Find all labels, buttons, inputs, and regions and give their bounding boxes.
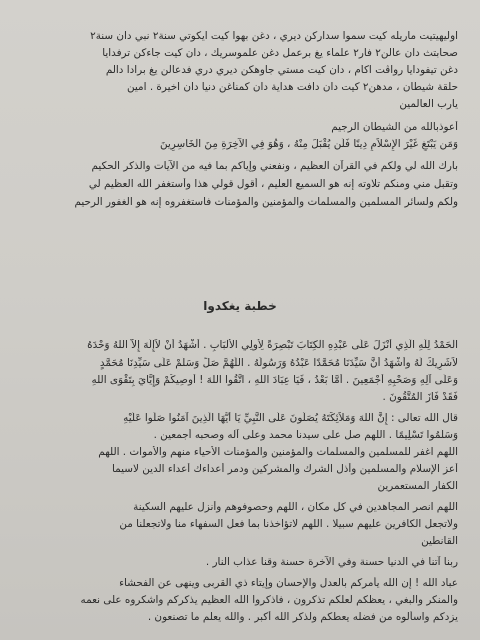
verse-line: وَمَن يَبْتَغِ غَيْرَ الإِسْلاَمِ دِينًا فَلَن يُقْبَلَ مِنْهُ ، وَهُوَ فِي الآخِرَةِ مِنَ الْخَاسِرِينَ [159, 138, 458, 150]
text-line: اللهم اغفر للمسلمين والمسلمات والمؤمنين والمؤمنات الأحياء منهم والأموات . اللهم [98, 446, 458, 458]
text-line: ولاتجعل الكافرين عليهم سبيلا . اللهم لاتؤاخذنا بما فعل السفهاء منا ولاتجعلنا من [119, 518, 458, 530]
text-line: القانطين [421, 535, 458, 547]
text-line: وَعَلَى آلِهِ وَصَحْبِهِ أَجْمَعِينَ . أَمَّا بَعْدُ ، فَيَا عِبَادَ اللهِ ، اتَّقُوا اللهَ ! أُوصِيكُمْ وَإِيَّايَ بِتَقْوَى اللهِ [91, 374, 458, 386]
text-line: يزدكم واسألوه من فضله يعطكم ولذكر الله أكبر . والله يعلم ما تصنعون . [147, 611, 458, 623]
text-line: أعوذبالله من الشيطان الرجيم [331, 121, 458, 133]
text-line: عباد الله ! إن الله يأمركم بالعدل والإحسان وإيتاء ذي القربى وينهى عن الفحشاء [119, 577, 458, 589]
text-line: فَقَدْ فَازَ الْمُتَّقُونَ . [382, 391, 458, 403]
text-line: وَسَلِّمُوا تَسْلِيمًا . اللهم صل على سيدنا محمد وعلى آله وصحبه أجمعين . [153, 429, 458, 441]
text-line: الْحَمْدُ لِلّهِ الَّذِي أَنْزَلَ عَلَى عَبْدِهِ الْكِتَابَ تَبْصِرَةً لِأُولِي الأَلْبَابِ . أَشْهَدُ أَنْ لاَإِلَهَ إِلاَّ اللهُ وَحْدَهُ [87, 339, 458, 351]
text-line: الكفار المستعمرين [377, 480, 458, 492]
text-line: ولكم ولسائر المسلمين والمسلمات والمؤمنين والمؤمنات فاستغفروه إنه هو الغفور الرحيم [74, 196, 458, 208]
text-line: صحابتث دان عالن٢ فار٢ علماء يغ برعمل دغن علموسريك ، دان كيت جاءكن ترفدايا [102, 47, 458, 59]
text-line: وتقبل مني ومنكم تلاوته إنه هو السميع العليم ، أقول قولي هذا وأستغفر الله العظيم لي [88, 178, 458, 190]
text-line: بارك الله لي ولكم في القرآن العظيم ، ونفعني وإياكم بما فيه من الآيات والذكر الحكيم [91, 160, 458, 172]
text-line: ربنا آتنا في الدنيا حسنة وفي الآخرة حسنة وقنا عذاب النار . [205, 556, 458, 568]
text-line: اللهم انصر المجاهدين في كل مكان ، اللهم وحصوفوهم وأنزل عليهم السكينة [133, 501, 458, 513]
sermon-title: خطبة يغكدوا [203, 300, 277, 313]
text-line: اوليهيتيت ماريله كيت سموا سداركن ديري ، دغن بهوا كيت ايكوتي سنة٢ نبي دان سنة٢ [90, 30, 458, 42]
text-line: حلقة شيطان ، مدهن٢ كيت دان دافت هداية دان كمناغن دنيا دان اخيرة . امين [127, 81, 458, 93]
text-line: دغن تيفودايا رواڤت اكام ، دان كيت مستي جاوهكن ديري دري فدعالن يغ برادا دالم [105, 64, 458, 76]
text-line: قال الله تعالى : إِنَّ اللهَ وَمَلاَئِكَتَهُ يُصَلُّونَ عَلَى النَّبِيِّ يَا أَيُّهَا الَّذِينَ آمَنُوا صَلُّوا عَلَيْهِ [123, 412, 458, 424]
text-line: والمنكر والبغي ، يعظكم لعلكم تذكرون ، فاذكروا الله العظيم يذكركم واشكروه على نعمه [80, 594, 458, 606]
text-line: لاَشَرِيكَ لَهُ وأَشْهَدُ أَنَّ سَيِّدَنَا مُحَمَّدًا عَبْدُهُ وَرَسُولُهُ . اللَّهُمَّ صَلِّ وَسَلِّمْ عَلَى سَيِّدِنَا مُحَمَّدٍ [99, 357, 458, 369]
text-line: أعز الإسلام والمسلمين وأذل الشرك والمشركين ودمر أعداءك أعداء الدين لاسيما [112, 463, 458, 475]
text-line: يارب العالمين [399, 98, 458, 110]
